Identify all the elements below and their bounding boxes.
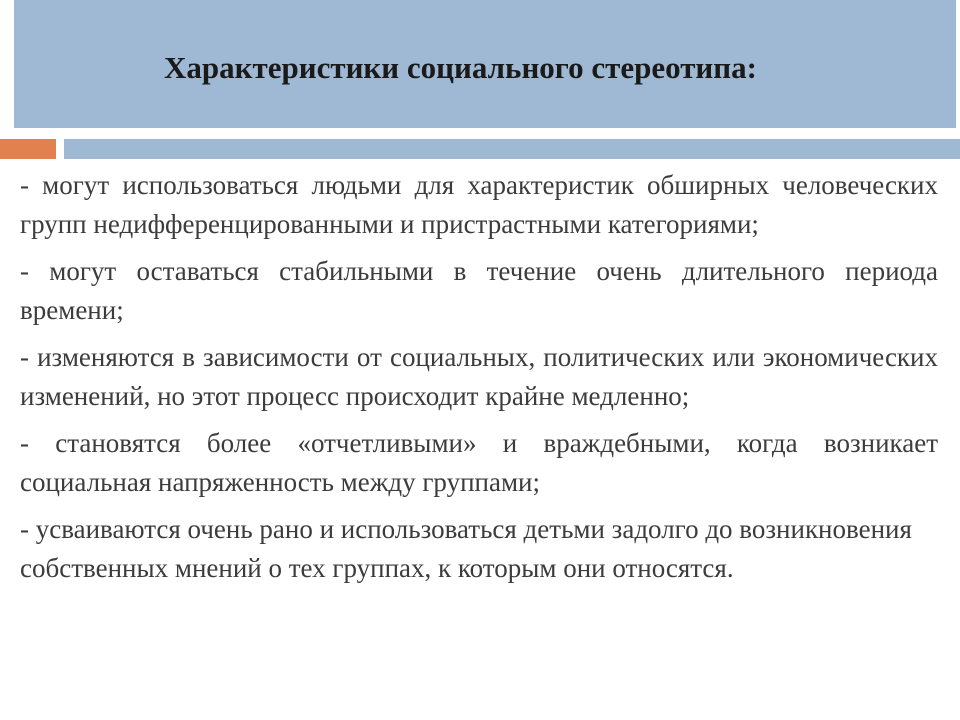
bullet-item-1: - могут использоваться людьми для характеристик обширных человеческих групп недифференцированными и пристрастными категориями; [20,170,938,239]
bullet-item-5: - усваиваются очень рано и использоваться детьми задолго до возникновения собственных мнений о тех группах, к которым они относятся. [20,514,912,583]
bullet-item-2: - могут оставаться стабильными в течение очень длительного периода времени; [20,256,938,325]
slide-title: Характеристики социального стереотипа: [164,50,757,85]
accent-bar-blue [64,139,960,159]
title-band [14,0,956,128]
bullet-item-3: - изменяются в зависимости от социальных, политических или экономических изменений, но этот процесс происходит крайне медленно; [20,342,938,411]
bullet-list [20,166,938,596]
accent-bar-orange [0,139,56,159]
bullet-item-4: - становятся более «отчетливыми» и враждебными, когда возникает социальная напряженность между группами; [20,428,938,497]
accent-divider [56,133,64,165]
